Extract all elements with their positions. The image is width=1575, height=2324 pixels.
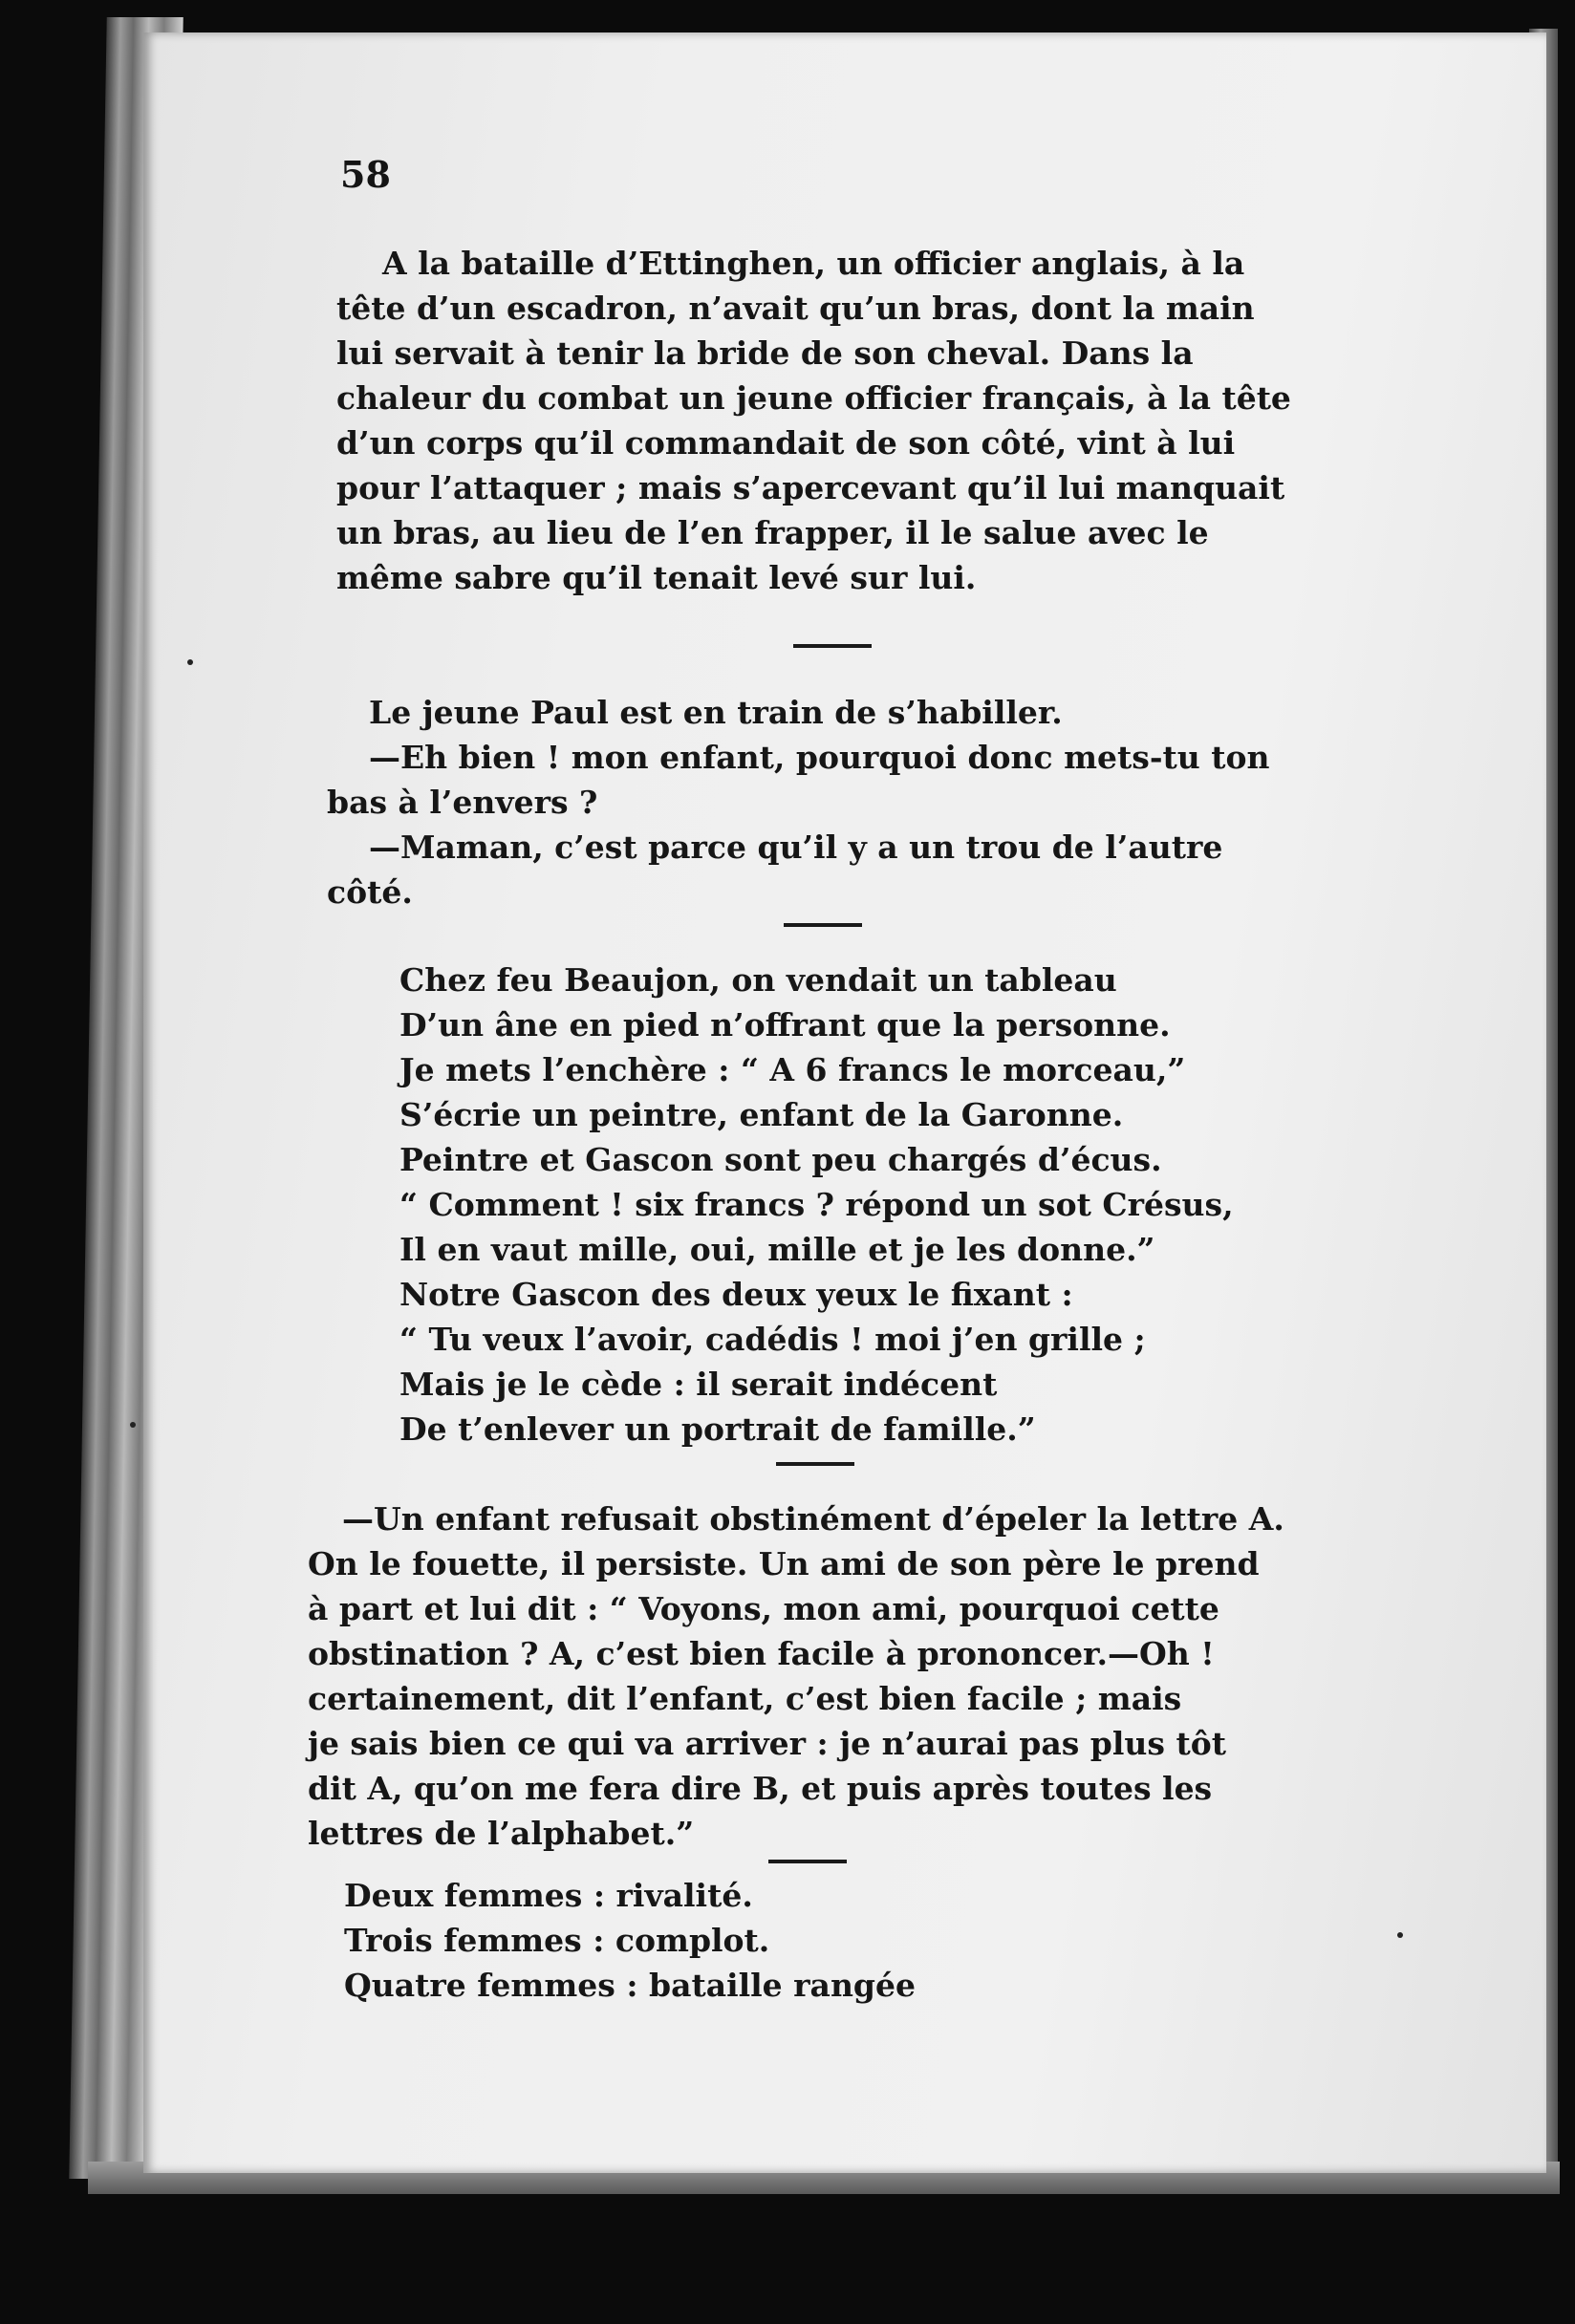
ink-speck (130, 1422, 136, 1428)
text-line: —Un enfant refusait obstinément d’épeler la lettre A. (342, 1500, 1284, 1538)
separator-rule (784, 923, 862, 927)
text-line: —Eh bien ! mon enfant, pourquoi donc mets-tu ton (369, 739, 1270, 776)
text-line: je sais bien ce qui va arriver : je n’aurai pas plus tôt (308, 1725, 1226, 1762)
separator-rule (776, 1462, 854, 1466)
separator-rule (768, 1860, 847, 1863)
text-line: lettres de l’alphabet.” (308, 1815, 695, 1852)
text-line: pour l’attaquer ; mais s’apercevant qu’il lui manquait (336, 469, 1285, 506)
verse-line: “ Comment ! six francs ? répond un sot Crésus, (399, 1186, 1234, 1223)
verse-line: S’écrie un peintre, enfant de la Garonne. (399, 1096, 1124, 1133)
verse-line: Il en vaut mille, oui, mille et je les donne.” (399, 1231, 1155, 1268)
verse-line: Notre Gascon des deux yeux le fixant : (399, 1276, 1073, 1313)
anecdote-letter-a (308, 1496, 1321, 1856)
verse-line: Mais je le cède : il serait indécent (399, 1366, 998, 1403)
text-line: tête d’un escadron, n’avait qu’un bras, dont la main (336, 290, 1255, 327)
aphorism-women (344, 1873, 1204, 2008)
ink-speck (187, 659, 193, 665)
anecdote-battle (336, 241, 1348, 600)
verse-line: Quatre femmes : bataille rangée (344, 1967, 916, 2004)
poem-beaujon (399, 958, 1317, 1452)
verse-line: De t’enlever un portrait de famille.” (399, 1410, 1036, 1448)
verse-line: D’un âne en pied n’offrant que la personne. (399, 1006, 1171, 1044)
separator-rule (793, 644, 872, 648)
text-line: d’un corps qu’il commandait de son côté, vint à lui (336, 424, 1236, 462)
page-number: 58 (340, 153, 391, 196)
text-line: dit A, qu’on me fera dire B, et puis après toutes les (308, 1770, 1213, 1807)
text-line: obstination ? A, c’est bien facile à prononcer.—Oh ! (308, 1635, 1215, 1672)
anecdote-paul (327, 690, 1338, 915)
text-line: même sabre qu’il tenait levé sur lui. (336, 559, 977, 596)
text-line: bas à l’envers ? (327, 784, 598, 821)
verse-line: “ Tu veux l’avoir, cadédis ! moi j’en grille ; (399, 1321, 1146, 1358)
text-line: On le fouette, il persiste. Un ami de son père le prend (308, 1545, 1260, 1582)
text-line: côté. (327, 873, 413, 911)
verse-line: Deux femmes : rivalité. (344, 1877, 753, 1914)
text-line: —Maman, c’est parce qu’il y a un trou de l’autre (369, 828, 1223, 866)
verse-line: Trois femmes : complot. (344, 1922, 770, 1959)
text-line: A la bataille d’Ettinghen, un officier anglais, à la (382, 245, 1245, 282)
text-line: lui servait à tenir la bride de son cheval. Dans la (336, 334, 1194, 372)
text-line: Le jeune Paul est en train de s’habiller. (369, 694, 1063, 731)
verse-line: Je mets l’enchère : “ A 6 francs le morceau,” (399, 1051, 1186, 1088)
ink-speck (1397, 1932, 1403, 1938)
text-line: un bras, au lieu de l’en frapper, il le salue avec le (336, 514, 1209, 551)
text-line: certainement, dit l’enfant, c’est bien facile ; mais (308, 1680, 1182, 1717)
text-line: à part et lui dit : “ Voyons, mon ami, pourquoi cette (308, 1590, 1219, 1627)
verse-line: Peintre et Gascon sont peu chargés d’écus. (399, 1141, 1162, 1178)
verse-line: Chez feu Beaujon, on vendait un tableau (399, 961, 1117, 999)
text-line: chaleur du combat un jeune officier français, à la tête (336, 379, 1291, 417)
